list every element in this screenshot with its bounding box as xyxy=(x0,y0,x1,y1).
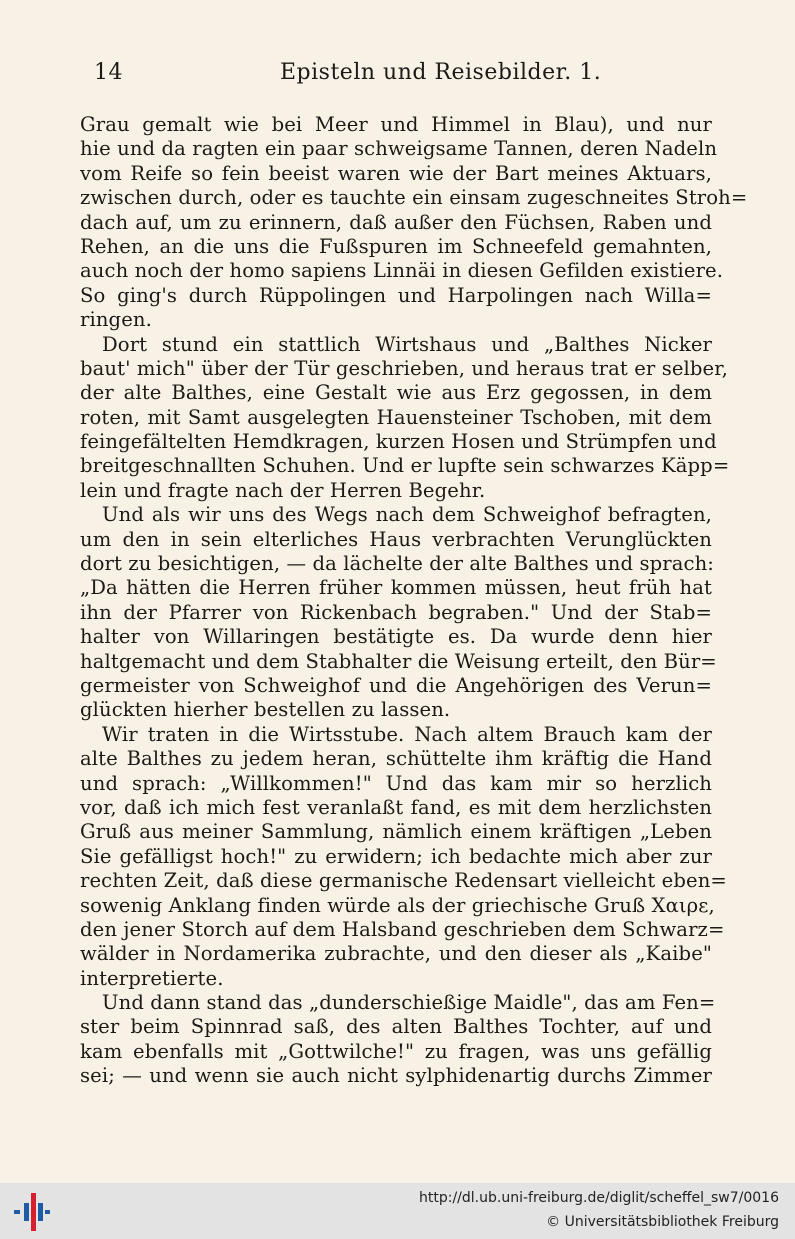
copyright-text: © Universitätsbibliothek Freiburg xyxy=(546,1214,779,1230)
text-line: ster beim Spinnrad saß, des alten Balthes Tochter, auf und xyxy=(80,1015,712,1039)
text-line: halter von Willaringen bestätigte es. Da wurde denn hier xyxy=(80,625,712,649)
text-line: dach auf, um zu erinnern, daß außer den Füchsen, Raben und xyxy=(80,210,712,234)
text-line: feingefältelten Hemdkragen, kurzen Hosen und Strümpfen und xyxy=(80,430,717,454)
body-text xyxy=(80,113,748,1089)
text-line: Grau gemalt wie bei Meer und Himmel in Blau), und nur xyxy=(80,113,712,136)
text-line: Wir traten in die Wirtsstube. Nach altem Brauch kam der xyxy=(102,722,712,746)
text-line: sei; — und wenn sie auch nicht sylphidenartig durchs Zimmer xyxy=(80,1064,712,1088)
text-line: Sie gefälligst hoch!" zu erwidern; ich bedachte mich aber zur xyxy=(80,844,712,868)
text-line: haltgemacht und dem Stabhalter die Weisung erteilt, den Bür= xyxy=(80,649,717,673)
text-line: vor, daß ich mich fest veranlaßt fand, es mit dem herzlichsten xyxy=(80,795,712,819)
running-head xyxy=(80,58,720,90)
running-title: Episteln und Reisebilder. 1. xyxy=(280,60,602,85)
text-line: interpretierte. xyxy=(80,966,224,990)
text-line: kam ebenfalls mit „Gottwilche!" zu fragen, was uns gefällig xyxy=(80,1039,712,1063)
text-line: breitgeschnallten Schuhen. Und er lupfte sein schwarzes Käpp= xyxy=(80,454,730,478)
text-line: roten, mit Samt ausgelegten Hauensteiner Tschoben, mit dem xyxy=(80,405,712,429)
text-line: zwischen durch, oder es tauchte ein einsam zugeschneites Stroh= xyxy=(80,186,748,210)
text-line: Und als wir uns des Wegs nach dem Schweighof befragten, xyxy=(102,503,712,527)
text-line: Und dann stand das „dunderschießige Maidle", das am Fen= xyxy=(102,991,716,1015)
page-number: 14 xyxy=(94,60,123,85)
source-url-link[interactable]: http://dl.ub.uni-freiburg.de/diglit/scheffel_sw7/0016 xyxy=(419,1190,779,1206)
text-line: hie und da ragten ein paar schweigsame Tannen, deren Nadeln xyxy=(80,137,718,161)
text-line: vom Reife so fein beeist waren wie der Bart meines Aktuars, xyxy=(80,161,712,185)
text-line: Gruß aus meiner Sammlung, nämlich einem kräftigen „Leben xyxy=(80,820,712,844)
text-line: und sprach: „Willkommen!" Und das kam mir so herzlich xyxy=(80,771,712,795)
text-line: sowenig Anklang finden würde als der griechische Gruß Χαιρε, xyxy=(80,893,715,917)
text-line: „Da hätten die Herren früher kommen müssen, heut früh hat xyxy=(80,576,712,600)
text-line: alte Balthes zu jedem heran, schüttelte ihm kräftig die Hand xyxy=(80,747,712,771)
text-line: um den in sein elterliches Haus verbrachten Verunglückten xyxy=(80,527,712,551)
ub-freiburg-logo-icon xyxy=(14,1193,50,1231)
digitization-footer xyxy=(0,1183,795,1239)
text-line: auch noch der homo sapiens Linnäi in diesen Gefilden existiere. xyxy=(80,259,724,283)
text-line: ihn der Pfarrer von Rickenbach begraben." Und der Stab= xyxy=(80,600,712,624)
text-line: So ging's durch Rüppolingen und Harpolingen nach Willa= xyxy=(80,283,712,307)
text-line: dort zu besichtigen, — da lächelte der alte Balthes und sprach: xyxy=(80,552,715,576)
text-line: der alte Balthes, eine Gestalt wie aus Erz gegossen, in dem xyxy=(80,381,712,405)
text-line: Rehen, an die uns die Fußspuren im Schneefeld gemahnten, xyxy=(80,234,712,258)
text-line: germeister von Schweighof und die Angehörigen des Verun= xyxy=(80,673,712,697)
text-line: wälder in Nordamerika zubrachte, und den dieser als „Kaibe" xyxy=(80,942,712,966)
text-line: rechten Zeit, daß diese germanische Redensart vielleicht eben= xyxy=(80,869,727,893)
text-line: ringen. xyxy=(80,308,152,332)
text-line: lein und fragte nach der Herren Begehr. xyxy=(80,478,486,502)
text-line: den jener Storch auf dem Halsband geschrieben dem Schwarz= xyxy=(80,917,725,941)
text-line: baut' mich" über der Tür geschrieben, und heraus trat er selber, xyxy=(80,356,728,380)
text-line: Dort stund ein stattlich Wirtshaus und „Balthes Nicker xyxy=(102,332,712,356)
text-line: glückten hierher bestellen zu lassen. xyxy=(80,698,451,722)
